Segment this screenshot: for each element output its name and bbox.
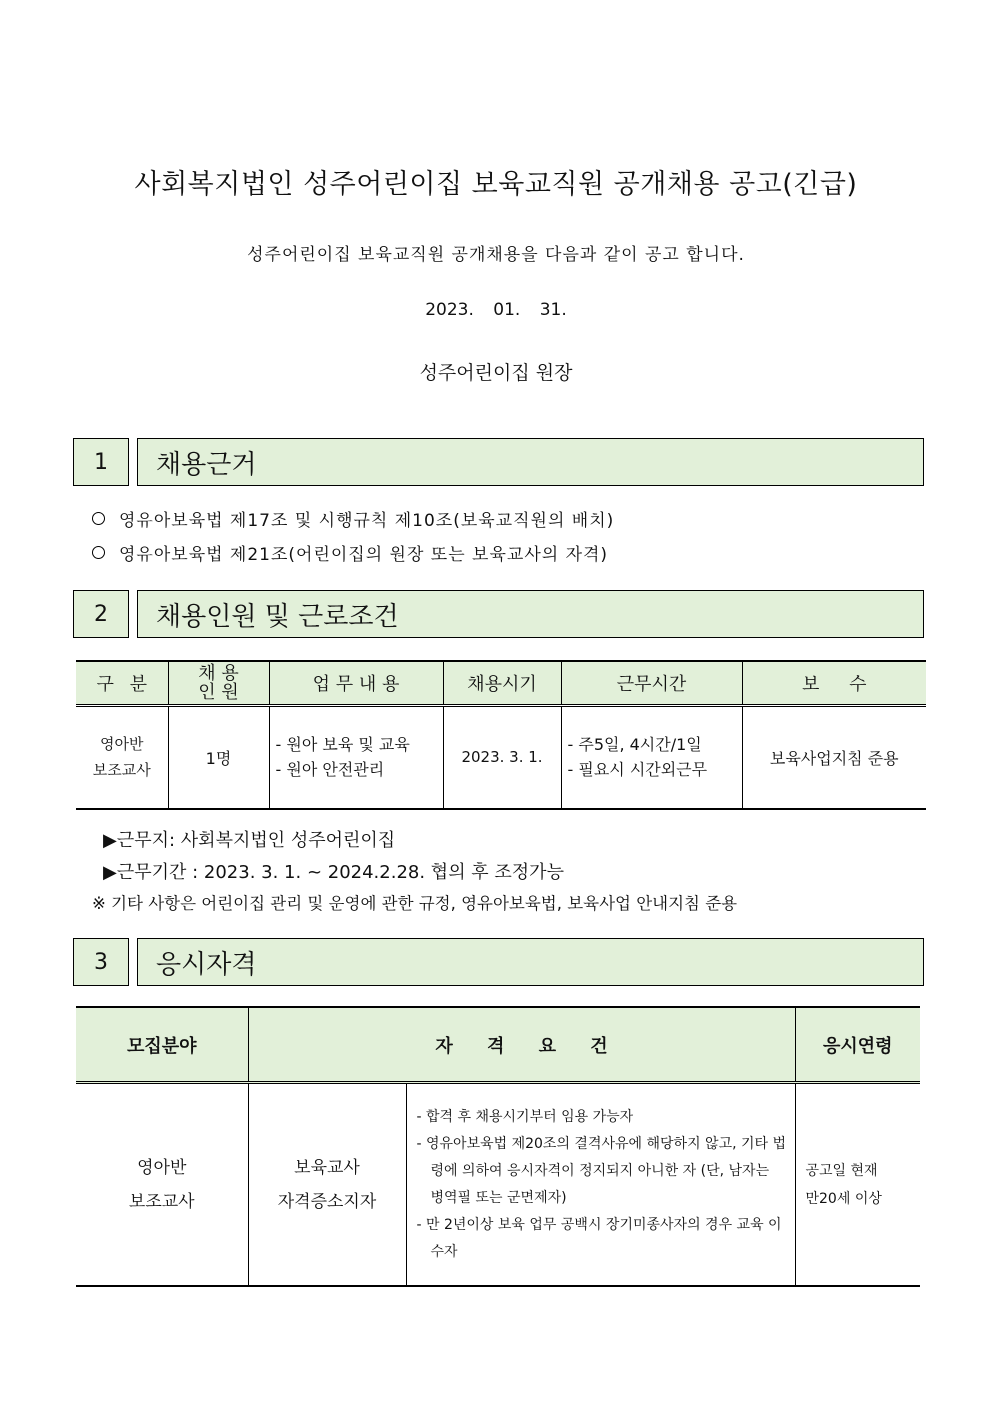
header-requirements: 자 격 요 건 <box>248 1007 795 1083</box>
header-duties: 업 무 내 용 <box>269 661 443 705</box>
other-note: ※ 기타 사항은 어린이집 관리 및 운영에 관한 규정, 영유아보육법, 보육사업 안내지침 준용 <box>92 894 738 913</box>
cell-duties: - 원아 보육 및 교육 - 원아 안전관리 <box>269 705 443 809</box>
header-start: 채용시기 <box>443 661 561 705</box>
conditions-table <box>76 660 926 810</box>
section2-number: 2 <box>73 590 129 638</box>
cell-age: 공고일 현재 만20세 이상 <box>795 1083 920 1287</box>
section3-number: 3 <box>73 938 129 986</box>
requirement-item: - 만 2년이상 보육 업무 공백시 장기미종사자의 경우 교육 이수자 <box>416 1216 782 1260</box>
section1-title: 채용근거 <box>137 438 924 486</box>
table-header-row <box>76 1007 920 1083</box>
requirement-item: - 영유아보육법 제20조의 결격사유에 해당하지 않고, 기타 법령에 의하여 응시자격이 정지되지 아니한 자 (단, 남자는 병역필 또는 군면제자) <box>416 1135 787 1206</box>
cell-start: 2023. 3. 1. <box>443 705 561 809</box>
notice-signer: 성주어린이집 원장 <box>419 362 573 384</box>
table-row <box>76 1083 920 1287</box>
section2-title: 채용인원 및 근로조건 <box>137 590 924 638</box>
cell-hours: - 주5일, 4시간/1일 - 필요시 시간외근무 <box>561 705 742 809</box>
qualification-table <box>76 1006 920 1287</box>
cell-qualification: 보육교사 자격증소지자 <box>248 1083 406 1287</box>
circle-bullet-icon <box>92 546 105 559</box>
cell-field: 영아반 보조교사 <box>76 1083 248 1287</box>
table-row <box>76 705 926 809</box>
header-pay: 보 수 <box>742 661 926 705</box>
header-count: 채 용 인 원 <box>168 661 269 705</box>
bullet-item: 영유아보육법 제21조(어린이집의 원장 또는 보육교사의 자격) <box>92 540 608 565</box>
cell-count: 1명 <box>168 705 269 809</box>
bullet-item: 영유아보육법 제17조 및 시행규칙 제10조(보육교직원의 배치) <box>92 506 614 531</box>
table-header-row <box>76 661 926 705</box>
header-field: 모집분야 <box>76 1007 248 1083</box>
header-category: 구 분 <box>76 661 168 705</box>
circle-bullet-icon <box>92 512 105 525</box>
workplace-note: ▶근무지: 사회복지법인 성주어린이집 <box>103 830 396 851</box>
section1-number: 1 <box>73 438 129 486</box>
header-age: 응시연령 <box>795 1007 920 1083</box>
cell-pay: 보육사업지침 준용 <box>742 705 926 809</box>
period-note: ▶근무기간 : 2023. 3. 1. ~ 2024.2.28. 협의 후 조정가능 <box>103 862 564 883</box>
header-hours: 근무시간 <box>561 661 742 705</box>
cell-requirements <box>406 1083 795 1287</box>
notice-date: 2023. 01. 31. <box>425 300 567 320</box>
requirement-item: - 합격 후 채용시기부터 임용 가능자 <box>416 1108 634 1125</box>
section3-title: 응시자격 <box>137 938 924 986</box>
page-title: 사회복지법인 성주어린이집 보육교직원 공개채용 공고(긴급) <box>134 169 858 200</box>
cell-category: 영아반 보조교사 <box>76 705 168 809</box>
page-subtitle: 성주어린이집 보육교직원 공개채용을 다음과 같이 공고 합니다. <box>247 245 745 265</box>
